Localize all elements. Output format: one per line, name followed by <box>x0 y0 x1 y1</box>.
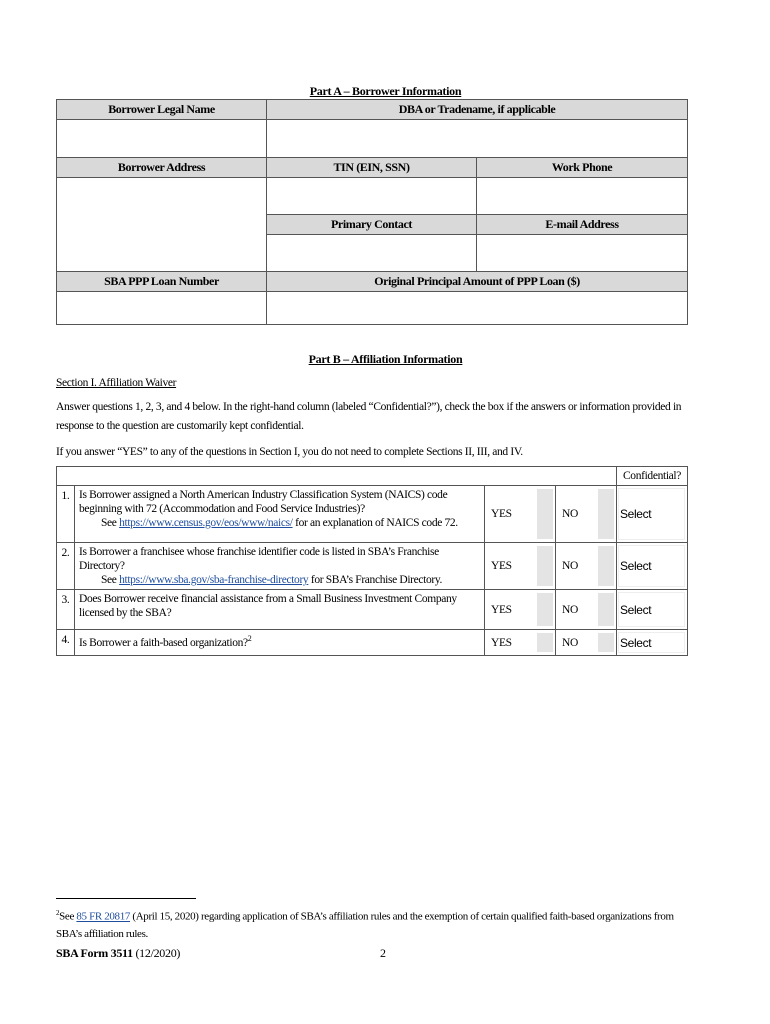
footnote: $^2$See 85 FR 20817 (April 15, 2020) regarding application of SBA’s affiliation rules and the exemption of certain qualified faith-based organizations from SBA’s affiliation rules. <box>56 909 674 940</box>
yes-checkbox[interactable] <box>537 633 553 652</box>
confidential-select[interactable]: Select <box>618 488 685 540</box>
no-checkbox[interactable] <box>598 593 614 626</box>
no-label: NO <box>562 560 578 572</box>
yes-checkbox[interactable] <box>537 546 553 586</box>
page-number: 2 <box>380 946 386 960</box>
naics-link[interactable]: https://www.census.gov/eos/www/naics/ <box>119 517 293 529</box>
instructions-text: Answer questions 1, 2, 3, and 4 below. In the right-hand column (labeled “Confidential?”), check the box if the answers or information provided in response to the question are customarily kept confidential. <box>56 401 682 432</box>
question-row: 1. Is Borrower assigned a North American Industry Classification System (NAICS) code beginning with 72 (Accommodation and Food Service Industries)? See https://www.census.gov/eos/www/naics/ for an explanation of NAICS code 72. YES NO Select <box>57 486 688 543</box>
header-loan-number: SBA PPP Loan Number <box>57 272 267 292</box>
no-checkbox[interactable] <box>598 546 614 586</box>
question-number: 4. <box>57 630 75 656</box>
footnote-divider <box>56 898 196 899</box>
no-label: NO <box>562 603 578 616</box>
principal-amount-field[interactable] <box>267 292 688 325</box>
work-phone-field[interactable] <box>477 178 688 215</box>
question-row <box>57 630 688 656</box>
confidential-select[interactable]: Select <box>618 545 685 587</box>
question-number: 2. <box>57 543 75 590</box>
form-footer <box>56 946 180 961</box>
yes-label: YES <box>491 508 512 520</box>
header-email: E-mail Address <box>477 215 688 235</box>
dba-field[interactable] <box>267 120 688 158</box>
question-number: 3. <box>57 590 75 630</box>
yes-label: YES <box>491 636 512 649</box>
question-row: 2. Is Borrower a franchisee whose franchise identifier code is listed in SBA’s Franchise Directory? See https://www.sba.gov/sba-franchise-directory for SBA’s Franchise Directory. YES NO Select <box>57 543 688 590</box>
affiliation-waiver-table <box>56 466 688 656</box>
no-label: NO <box>562 508 578 520</box>
header-work-phone: Work Phone <box>477 158 688 178</box>
borrower-address-field[interactable] <box>57 178 267 272</box>
header-primary-contact: Primary Contact <box>267 215 477 235</box>
confidential-select[interactable]: Select <box>618 592 685 627</box>
borrower-legal-name-field[interactable] <box>57 120 267 158</box>
yes-note-text: If you answer “YES” to any of the questions in Section I, you do not need to complete Sections II, III, and IV. <box>56 446 523 458</box>
part-a-title: Part A – Borrower Information <box>309 84 462 98</box>
question-text: Is Borrower assigned a North American Industry Classification System (NAICS) code beginning with 72 (Accommodation and Food Service Industries)? <box>79 489 448 515</box>
no-label: NO <box>562 636 578 649</box>
no-checkbox[interactable] <box>598 489 614 539</box>
primary-contact-field[interactable] <box>267 235 477 272</box>
part-b-title: Part B – Affiliation Information <box>308 352 463 366</box>
yes-checkbox[interactable] <box>537 593 553 626</box>
federal-register-link[interactable]: 85 FR 20817 <box>76 910 130 923</box>
question-row <box>57 590 688 630</box>
yes-label: YES <box>491 560 512 572</box>
confidential-header: Confidential? <box>617 467 688 486</box>
header-borrower-legal-name: Borrower Legal Name <box>57 100 267 120</box>
yes-checkbox[interactable] <box>537 489 553 539</box>
question-number: 1. <box>57 486 75 543</box>
question-text: Does Borrower receive financial assistance from a Small Business Investment Company licensed by the SBA? <box>79 593 457 619</box>
form-name: SBA Form 3511 <box>56 946 133 960</box>
header-principal-amount: Original Principal Amount of PPP Loan ($) <box>267 272 688 292</box>
no-checkbox[interactable] <box>598 633 614 652</box>
header-dba: DBA or Tradename, if applicable <box>267 100 688 120</box>
form-date: (12/2020) <box>132 946 181 960</box>
header-borrower-address: Borrower Address <box>57 158 267 178</box>
question-text: Is Borrower a faith-based organization?$^2$ <box>79 634 252 649</box>
yes-label: YES <box>491 603 512 616</box>
section-heading: Section I. Affiliation Waiver <box>56 377 177 389</box>
confidential-select[interactable]: Select <box>618 632 685 653</box>
borrower-information-table <box>56 99 688 325</box>
franchise-directory-link[interactable]: https://www.sba.gov/sba-franchise-directory <box>119 574 309 586</box>
loan-number-field[interactable] <box>57 292 267 325</box>
header-tin: TIN (EIN, SSN) <box>267 158 477 178</box>
tin-field[interactable] <box>267 178 477 215</box>
email-field[interactable] <box>477 235 688 272</box>
question-text: Is Borrower a franchisee whose franchise identifier code is listed in SBA’s Franchise Directory? <box>79 546 439 572</box>
